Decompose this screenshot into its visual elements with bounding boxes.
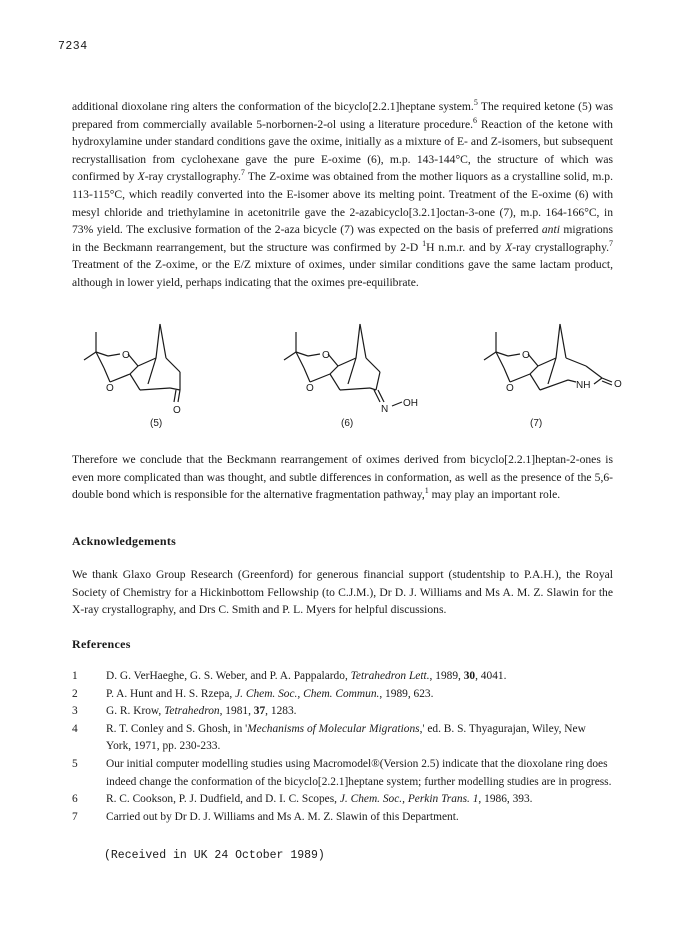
received-date: (Received in UK 24 October 1989): [104, 849, 325, 862]
reference-item: 7 Carried out by Dr D. J. Williams and Ms A. M. Z. Slawin of this Department.: [72, 810, 459, 823]
svg-text:N: N: [381, 404, 389, 415]
structure-7-lactam: [484, 324, 622, 394]
svg-text:O: O: [322, 350, 330, 361]
svg-text:OH: OH: [403, 398, 418, 409]
reference-item: 5 Our initial computer modelling studies using Macromodel®(Version 2.5) indicate that the dioxolane ring does indeed change the conformation of the bicyclo[2.2.1]heptane system; further modelling studies are in progress.: [72, 757, 612, 788]
reference-list: [72, 668, 613, 826]
body-paragraph-conclusion: Therefore we conclude that the Beckmann rearrangement of oximes derived from bicyclo[2.2.1]heptan-2-ones is even more complicated than was thought, and subtle differences in conformation, as well as the presence of the 5,6-double bond which is responsible for the alternative fragmentation pathway,$^1$ may play an important role.: [72, 453, 613, 502]
compound-label-7: (7): [530, 418, 543, 429]
reference-item: 3 G. R. Krow, Tetrahedron, 1981, 37, 1283.: [72, 705, 297, 718]
svg-text:O: O: [173, 405, 181, 416]
compound-label-5: (5): [150, 418, 163, 429]
compound-label-6: (6): [341, 418, 354, 429]
svg-text:O: O: [506, 383, 514, 394]
reference-item: 1 D. G. VerHaeghe, G. S. Weber, and P. A. Pappalardo, Tetrahedron Lett., 1989, 30, 4041.: [72, 670, 507, 682]
svg-text:O: O: [522, 350, 530, 361]
svg-text:NH: NH: [576, 380, 591, 391]
svg-text:O: O: [106, 383, 114, 394]
reference-item: 2 P. A. Hunt and H. S. Rzepa, J. Chem. Soc., Chem. Commun., 1989, 623.: [72, 687, 434, 700]
reference-item: 6 R. C. Cookson, P. J. Dudfield, and D. I. C. Scopes, J. Chem. Soc., Perkin Trans. 1, 1986, 393.: [72, 793, 533, 806]
svg-text:O: O: [306, 383, 314, 394]
svg-text:O: O: [614, 379, 622, 390]
structure-5-ketone: [84, 324, 181, 416]
acknowledgements-heading: Acknowledgements: [72, 534, 177, 548]
svg-text:O: O: [122, 350, 130, 361]
reference-item: 4 R. T. Conley and S. Ghosh, in 'Mechanisms of Molecular Migrations,' ed. B. S. Thyagurajan, Wiley, New York, 1971, pp. 230-233.: [72, 722, 586, 753]
acknowledgements-text: We thank Glaxo Group Research (Greenford) for generous financial support (studentship to P.A.H.), the Royal Society of Chemistry for a Hickinbottom Fellowship (to C.J.M.), Dr D. J. Williams and Ms A. M. Z. Slawin for the X-ray crystallography, and Drs C. Smith and P. L. Myers for helpful discussions.: [72, 568, 613, 617]
page-number: 7234: [58, 40, 88, 53]
structure-6-oxime: [284, 324, 418, 415]
body-paragraph-intro: additional dioxolane ring alters the conformation of the bicyclo[2.2.1]heptane system.$^5$ The required ketone (5) was prepared from commercially available 5-norbornen-2-ol using a literature procedure.$^6$ Reaction of the ketone with hydroxylamine under standard conditions gave the oxime, initially as a mixture of E- and Z-isomers, but subsequent recrystallisation from cyclohexane gave the pure E-oxime (6), m.p. 143-144°C, the structure of which was confirmed by X-ray crystallography.$^7$ The Z-oxime was obtained from the mother liquors as a crystalline solid, m.p. 113-115°C, which readily converted into the E-isomer above its melting point. Treatment of the E-oxime (6) with mesyl chloride and triethylamine in acetonitrile gave the 2-azabicyclo[3.2.1]octan-3-one (7), m.p. 164-166°C, in 73% yield. The exclusive formation of the 2-aza bicycle (7) was expected on the basis of preferred anti migrations in the Beckmann rearrangement, but the structure was confirmed by 2-D $^1$H n.m.r. and by X-ray crystallography.$^7$ Treatment of the Z-oxime, or the E/Z mixture of oximes, under similar conditions gave the same lactam product, although in lower yield, perhaps indicating that the oximes pre-equilibrate.: [72, 98, 614, 289]
references-heading: References: [72, 637, 131, 651]
